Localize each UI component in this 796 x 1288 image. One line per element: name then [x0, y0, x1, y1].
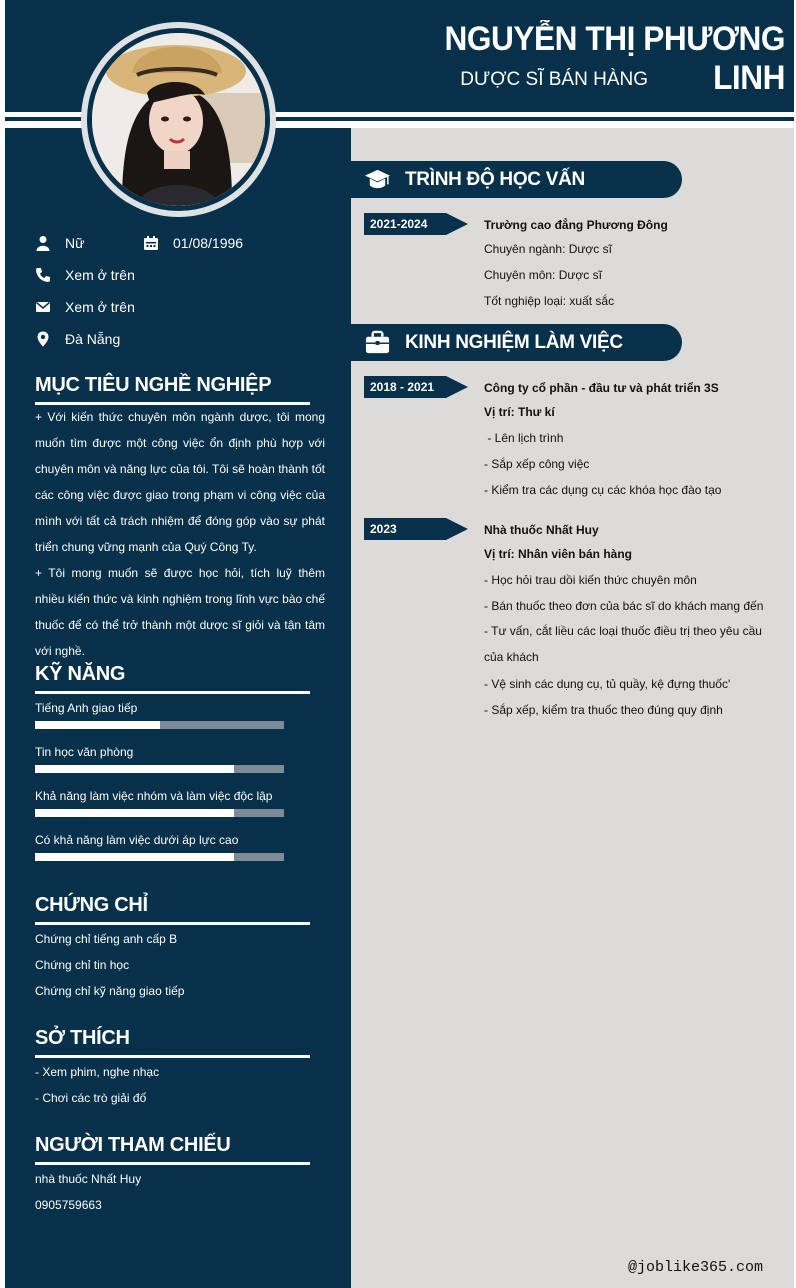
- objective-body: [35, 404, 325, 664]
- skill-bar: [35, 809, 284, 817]
- certificates-title: CHỨNG CHỈ: [35, 894, 148, 916]
- hobby-item: - Chơi các trò giải đố: [35, 1091, 147, 1105]
- experience-banner: [351, 324, 682, 361]
- job-position: Vị trí: Thư kí: [484, 405, 555, 419]
- hobby-item: - Xem phim, nghe nhạc: [35, 1065, 160, 1079]
- phone-row: [35, 267, 135, 283]
- education-line: Tốt nghiệp loại: xuất sắc: [484, 294, 615, 308]
- map-pin-icon: [35, 331, 51, 347]
- company-name: Công ty cổ phần - đầu tư và phát triển 3S: [484, 381, 719, 395]
- user-icon: [35, 235, 51, 251]
- resume-page: [5, 0, 794, 1288]
- education-line: Chuyên môn: Dược sĩ: [484, 268, 602, 282]
- certificate-item: Chứng chỉ kỹ năng giao tiếp: [35, 984, 185, 998]
- envelope-icon: [35, 299, 51, 315]
- period-label: 2023: [370, 522, 397, 536]
- certificates-rule: [35, 922, 310, 925]
- gender-row: [35, 235, 84, 251]
- reference-item: 0905759663: [35, 1198, 102, 1212]
- references-rule: [35, 1162, 310, 1165]
- skill-bar: [35, 721, 284, 729]
- period-label: 2021-2024: [370, 217, 428, 231]
- phone-value: Xem ở trên: [65, 267, 135, 283]
- objective-title: MỤC TIÊU NGHỀ NGHIỆP: [35, 374, 272, 396]
- education-banner: [351, 161, 682, 198]
- avatar-photo: [92, 33, 265, 206]
- skills-rule: [35, 691, 310, 694]
- skill-bar: [35, 765, 284, 773]
- birthdate-row: [143, 235, 243, 251]
- graduation-cap-icon: [364, 166, 391, 193]
- certificate-item: Chứng chỉ tiếng anh cấp B: [35, 932, 178, 946]
- skill-bar: [35, 853, 284, 861]
- job-task: - Lên lịch trình: [484, 431, 564, 445]
- phone-icon: [35, 267, 51, 283]
- skills-title: KỸ NĂNG: [35, 663, 126, 685]
- calendar-icon: [143, 235, 159, 251]
- job-task: - Học hỏi trau dồi kiến thức chuyên môn: [484, 573, 697, 587]
- watermark: @joblike365.com: [628, 1259, 764, 1276]
- reference-item: nhà thuốc Nhất Huy: [35, 1172, 142, 1186]
- email-row: [35, 299, 135, 315]
- job-task: - Kiểm tra các dụng cụ các khóa học đào tạo: [484, 483, 722, 497]
- job-task: - Tư vấn, cắt liều các loại thuốc điều trị theo yêu cầu của khách: [484, 624, 762, 664]
- skill-label: Có khả năng làm việc dưới áp lực cao: [35, 833, 239, 847]
- skill-label: Tiếng Anh giao tiếp: [35, 701, 138, 715]
- period-tag: [364, 213, 468, 235]
- candidate-name: NGUYỄN THỊ PHƯƠNG LINH: [444, 20, 785, 97]
- job-position: Vị trí: Nhân viên bán hàng: [484, 547, 633, 561]
- skill-bar-fill: [35, 853, 234, 861]
- skill-bar-fill: [35, 809, 234, 817]
- objective-paragraph: + Tôi mong muốn sẽ được học hỏi, tích luỹ thêm nhiều kiến thức và kinh nghiệm trong lĩnh vực bào chế thuốc để có thể trở thành một dược sĩ giỏi và tận tâm với nghề.: [35, 566, 325, 658]
- objective-paragraph: + Với kiến thức chuyên môn ngành dược, tôi mong muốn tìm được một công việc ổn định phù hợp với chuyên môn và năng lực của tôi. Tôi sẽ hoàn thành tốt các công việc được giao trong phạm vi công việc của mình với tất cả trách nhiệm để đóng góp vào sự phát triển chung vững mạnh của Quý Công Ty.: [35, 410, 325, 554]
- job-task: - Sắp xếp công việc: [484, 457, 590, 471]
- school-name: Trường cao đẳng Phương Đông: [484, 218, 668, 232]
- skill-label: Tin học văn phòng: [35, 745, 134, 759]
- education-title: TRÌNH ĐỘ HỌC VẤN: [405, 169, 585, 190]
- period-tag: [364, 376, 468, 398]
- address-row: [35, 331, 120, 347]
- avatar: [81, 22, 276, 217]
- address-value: Đà Nẵng: [65, 331, 121, 347]
- certificate-item: Chứng chỉ tin học: [35, 958, 130, 972]
- email-value: Xem ở trên: [65, 299, 135, 315]
- portrait-illustration: [92, 33, 265, 206]
- skill-bar-fill: [35, 721, 160, 729]
- references-title: NGƯỜI THAM CHIẾU: [35, 1134, 231, 1156]
- gender-value: Nữ: [65, 235, 85, 251]
- skill-label: Khả năng làm việc nhóm và làm việc độc lập: [35, 789, 273, 803]
- hobbies-title: SỞ THÍCH: [35, 1027, 130, 1049]
- job-task: - Sắp xếp, kiểm tra thuốc theo đúng quy định: [484, 703, 723, 717]
- skill-bar-fill: [35, 765, 234, 773]
- birthdate-value: 01/08/1996: [173, 235, 244, 251]
- hobbies-rule: [35, 1055, 310, 1058]
- period-tag: [364, 518, 468, 540]
- job-task: - Bán thuốc theo đơn của bác sĩ do khách mang đến: [484, 599, 764, 613]
- company-name: Nhà thuốc Nhất Huy: [484, 523, 599, 537]
- job-task: - Vệ sinh các dụng cụ, tủ quầy, kệ đựng thuốc': [484, 677, 731, 691]
- education-line: Chuyên ngành: Dược sĩ: [484, 242, 612, 256]
- candidate-role: DƯỢC SĨ BÁN HÀNG: [460, 69, 648, 90]
- briefcase-icon: [364, 329, 391, 356]
- experience-title: KINH NGHIỆM LÀM VIỆC: [405, 332, 623, 353]
- period-label: 2018 - 2021: [370, 380, 435, 394]
